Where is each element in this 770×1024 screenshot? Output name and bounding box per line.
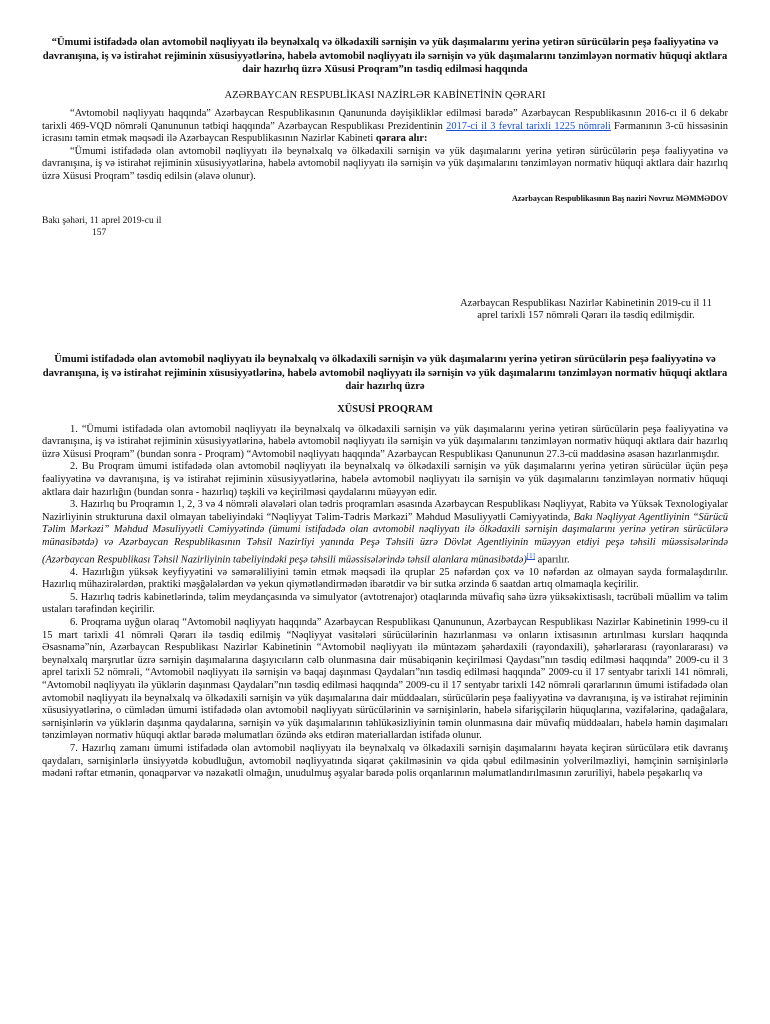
approval-note: Azərbaycan Respublikası Nazirlər Kabinetinin 2019-cu il 11 aprel tarixli 157 nömrəli Qərarı ilə təsdiq edilmişdir.	[460, 297, 712, 322]
decision-phrase: qərara alır:	[375, 133, 428, 145]
paragraph-7: 7. Hazırlıq zamanı ümumi istifadədə olan avtomobil nəqliyyatı ilə beynəlxalq və ölkədaxili sərnişin daşımalarını həyata keçirən sürücülərə etik davranış qaydaları, sərnişinlərlə ünsiyyətdə kobudluğun, avtomobil nəqliyyatında siqarət çəkilməsinin və qida qəbul edilməsinin yolverilməzliyi, həmçinin sərnişinlərlə mədəni rəftar etmənin, qonaqpərvər və nəzakətli olmağın, unudulmuş əşyalar barədə polis orqanlarının məlumatlandırılmasının zəruriliyi, habelə peşəkarlıq və	[42, 742, 728, 780]
footnote-link[interactable]: [1]	[526, 551, 535, 560]
program-heading: XÜSUSİ PROQRAM	[337, 403, 433, 415]
paragraph-2: 2. Bu Proqram ümumi istifadədə olan avtomobil nəqliyyatı ilə beynəlxalq və ölkədaxili sərnişin və yük daşımalarını yerinə yetirən sürücülər üçün peşə fəaliyyətinə və davranışına, iş və istirahət rejiminin xüsusiyyətlərinə, habelə avtomobil nəqliyyatı ilə sərnişin və yük daşımalarını tənzimləyən normativ hüquqi aktlara dair hazırlığın (bundan sonra - hazırlıq) təşkili və keçirilməsi qaydalarını müəyyən edir.	[42, 461, 728, 498]
intro-text: “Avtomobil nəqliyyatı haqqında” Azərbaycan Respublikasının Qanununda dəyişikliklər edilməsi barədə” Azərbaycan Respublikasının 2016-cı il 6 dekabr tarixli 469-VQD nömrəli Qanununun tətbiqi haqqında” Azərbaycan Respublikası Prezidentinin	[42, 108, 728, 132]
paragraph-5: 5. Hazırlıq tədris kabinetlərində, təlim meydançasında və simulyator (avtotrenajor) otaqlarında müvafiq sahə üzrə yüksəkixtisaslı, təcrübəli müəllim və təlim ustaları tərəfindən keçirilir.	[42, 591, 728, 616]
paragraph-1: 1. “Ümumi istifadədə olan avtomobil nəqliyyatı ilə beynəlxalq və ölkədaxili sərnişin və yük daşımalarını yerinə yetirən sürücülərin peşə fəaliyyətinə və davranışına, iş və istirahət rejiminin xüsusiyyətlərinə, habelə avtomobil nəqliyyatı ilə sərnişin və yük daşımalarını tənzimləyən normativ hüquqi aktlara dair hazırlıq üzrə Xüsusi Proqram” (bundan sonra - Proqram) “Avtomobil nəqliyyatı haqqında” Azərbaycan Respublikası Qanununun 27.3-cü maddəsinə əsasən hazırlanmışdır.	[42, 423, 728, 460]
decision-number: 157	[92, 228, 107, 239]
paragraph-3	[42, 499, 728, 566]
signature: Azərbaycan Respublikasının Baş naziri Novruz MƏMMƏDOV	[511, 193, 728, 203]
decree-link[interactable]: 2017-ci il 3 fevral tarixli 1225 nömrəli	[446, 120, 611, 132]
intro-text-cont: Fərmanının 3-cü hissəsinin icrasını təmin etmək məqsədi ilə Azərbaycan Respublikasının Nazirlər Kabineti	[42, 120, 728, 145]
place-date-block	[42, 215, 728, 240]
document-title: “Ümumi istifadədə olan avtomobil nəqliyyatı ilə beynəlxalq və ölkədaxili sərnişin və yük daşımalarını yerinə yetirən sürücülərin peşə fəaliyyətinə və davranışına, iş və istirahət rejiminin xüsusiyyətlərinə, habelə avtomobil nəqliyyatı ilə sərnişin və yük daşımalarını tənzimləyən normativ hüquqi aktlara dair hazırlıq üzrə Xüsusi Proqram”ın təsdiq edilməsi haqqında	[42, 37, 728, 75]
paragraph-3-text: 3. Hazırlıq bu Proqramın 1, 2, 3 və 4 nömrəli əlavələri olan tədris proqramları əsasında Azərbaycan Respublikası Nəqliyyat, Rabitə və Yüksək Texnologiyalar Nazirliyinin strukturuna daxil olmayan tabeliyindəki “Nəqliyyat Təlim-Tədris Mərkəzi” Məhdud Məsuliyyətli Cəmiyyətində	[42, 499, 728, 523]
paragraph-6: 6. Proqrama uyğun olaraq “Avtomobil nəqliyyatı haqqında” Azərbaycan Respublikası Qanununun, Azərbaycan Respublikası Nazirlər Kabinetinin 1999-cu il 15 mart tarixli 41 nömrəli Qərarı ilə təsdiq edilmiş “Nəqliyyat vasitələri sürücülərinin hazırlanması və onların ixtisasının artırılması kursları haqqında Əsasnamə”nin, Azərbaycan Respublikası Nazirlər Kabinetinin “Avtomobil nəqliyyatı ilə müntəzəm şəhərdaxili (rayondaxili), şəhərlərarası (rayonlararası) və beynəlxalq marşrutlar üzrə sərnişin daşımalarına daşıyıcıların cəlb olunmasına dair müsabiqənin keçirilməsi Qaydası”nın təsdiq edilməsi haqqında” 2009-cu il 3 aprel tarixli 52 nömrəli, “Avtomobil nəqliyyatı ilə sərnişin və baqaj daşınması Qaydaları”nın təsdiq edilməsi haqqında” 2009-cu il 17 sentyabr tarixli 141 nömrəli, “Avtomobil nəqliyyatı ilə yüklərin daşınması Qaydaları”nın təsdiq edilməsi haqqında” 2009-cu il 17 sentyabr tarixli 142 nömrəli qərarlarının ümumi istifadədə olan avtomobil nəqliyyatı ilə beynəlxalq və ölkədaxili sərnişin və yük daşımalarına dair müddəaları, sürücülərin peşə fəaliyyətinə və davranışına, iş və istirahət rejiminin xüsusiyyətlərinə, o cümlədən ümumi istifadədə olan avtomobil nəqliyyatı sürücülərinin və sərnişinlərin, habelə sifarişçilərin hüquqlarına, vəzifələrinə, qadağalara, sərnişinlərin və yüklərin daşınma qaydalarına, sərnişin və yük daşımalarının təhlükəsizliyinin təmin olunmasına dair müvafiq müddəaları, habelə həmin daşımaları tənzimləyən normativ hüquqi aktlar barədə məlumatları özündə əks etdirən materiallardan istifadə olunur.	[42, 617, 728, 742]
intro-paragraph	[42, 108, 728, 146]
decision-paragraph: “Ümumi istifadədə olan avtomobil nəqliyyatı ilə beynəlxalq və ölkədaxili sərnişin və yük daşımalarını yerinə yetirən sürücülərin peşə fəaliyyətinə və davranışına, iş və istirahət rejiminin xüsusiyyətlərinə, habelə avtomobil nəqliyyatı ilə sərnişin və yük daşımalarını tənzimləyən normativ hüquqi aktlara dair hazırlıq üzrə Xüsusi Proqram” təsdiq edilsin (əlavə olunur).	[42, 145, 728, 182]
city-date: Bakı şəhəri, 11 aprel 2019-cu il	[42, 215, 162, 226]
issuing-authority: AZƏRBAYCAN RESPUBLİKASI NAZİRLƏR KABİNETİNİN QƏRARI	[224, 89, 546, 101]
paragraph-4: 4. Hazırlığın yüksək keyfiyyətini və səmərəliliyini təmin etmək məqsədi ilə qruplar 25 nəfərdən çox və 10 nəfərdən az olmayan sayda formalaşdırılır. Hazırlıq mühazirələrdən, praktiki məşğələlərdən və yekun qiymətləndirmədən ibarətdir və bir sutka ərzində 6 saatdan artıq olmamaqla keçirilir.	[42, 566, 728, 591]
paragraph-3-italic: , Bakı Nəqliyyat Agentliyinin “Sürücü Təlim Mərkəzi” Məhdud Məsuliyyətli Cəmiyyətində (ümumi istifadədə olan avtomobil nəqliyyatı ilə ölkədaxili sərnişin daşımalarını yerinə yetirən sürücülərə münasibətdə) və Azərbaycan Respublikasının Təhsil Nazirliyi yanında Peşə Təhsili üzrə Dövlət Agentliyinin müəyyən etdiyi peşə təhsili müəssisələrində (Azərbaycan Respublikası Təhsil Nazirliyinin tabeliyindəki peşə təhsili müəssisələrində təhsil alanlara münasibətdə)	[42, 511, 728, 566]
paragraph-3-end: aparılır.	[535, 554, 570, 566]
program-title: Ümumi istifadədə olan avtomobil nəqliyyatı ilə beynəlxalq və ölkədaxili sərnişin və yük daşımalarını yerinə yetirən sürücülərin peşə fəaliyyətinə və davranışına, iş və istirahət rejiminin xüsusiyyətlərinə, habelə avtomobil nəqliyyatı ilə sərnişin və yük daşımalarını tənzimləyən normativ hüquqi aktlara dair hazırlıq üzrə	[42, 354, 728, 393]
